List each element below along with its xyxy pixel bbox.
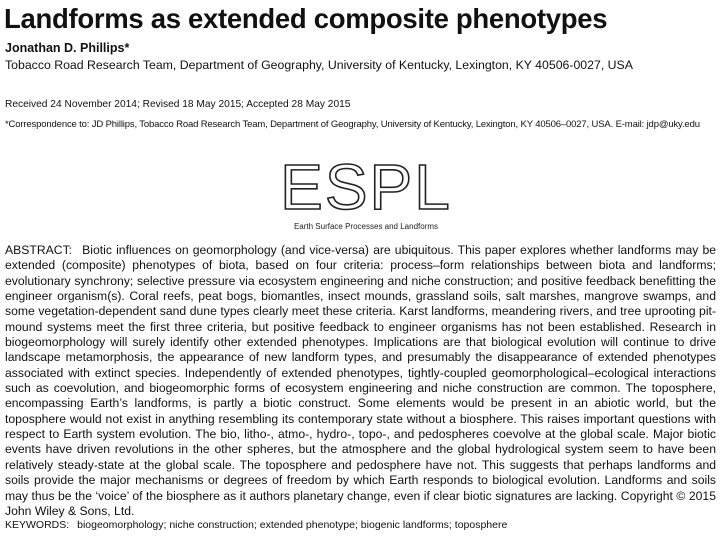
received-dates: Received 24 November 2014; Revised 18 May 2015; Accepted 28 May 2015	[5, 99, 351, 110]
logo-subtitle: Earth Surface Processes and Landforms	[293, 222, 439, 231]
abstract-label: ABSTRACT:	[5, 243, 73, 257]
logo-wordmark: ESPL	[280, 151, 452, 223]
correspondence-note: *Correspondence to: JD Phillips, Tobacco Road Research Team, Department of Geography, University of Kentucky, Lexington, KY 40506–0027, USA. E-mail: jdp@uky.edu	[5, 119, 700, 130]
keywords-label: KEYWORDS:	[5, 519, 70, 531]
abstract	[5, 243, 716, 519]
author-name: Jonathan D. Phillips*	[5, 41, 130, 55]
article-title: Landforms as extended composite phenotypes	[4, 3, 608, 34]
espl-journal-logo	[276, 151, 456, 237]
author-affiliation: Tobacco Road Research Team, Department of Geography, University of Kentucky, Lexington, KY 40506-0027, USA	[5, 58, 633, 72]
keywords-text: biogeomorphology; niche construction; extended phenotype; biogenic landforms; toposphere	[77, 519, 508, 531]
keywords	[5, 519, 507, 532]
abstract-text: Biotic influences on geomorphology (and vice-versa) are ubiquitous. This paper explores whether landforms may be extended (composite) phenotypes of biota, based on four criteria: process–form relationships between biota and landforms; evolutionary synchrony; selective pressure via ecosystem engineering and niche construction; and positive feedback benefitting the engineer organism(s). Coral reefs, peat bogs, biomantles, insect mounds, grassland soils, salt marshes, mangrove swamps, and some vegetation-dependent sand dune types clearly meet these criteria. Karst landforms, meandering rivers, and tree uprooting pit-mound systems meet the first three criteria, but positive feedback to engineer organisms has not been established. Research in biogeomorphology will surely identify other extended phenotypes. Implications are that biological evolution will continue to drive landscape metamorphosis, the appearance of new landform types, and presumably the disappearance of extended phenotypes associated with extinct species. Independently of extended phenotypes, tightly-coupled geomorphological–ecological interactions such as coevolution, and biogeomorphic forms of ecosystem engineering and niche construction are common. The toposphere, encompassing Earth’s landforms, is partly a biotic construct. Some elements would be present in an abiotic world, but the toposphere would not exist in anything resembling its contemporary state without a biosphere. This raises important questions with respect to Earth system evolution. The bio, litho-, atmo-, hydro-, topo-, and pedospheres coevolve at the global scale. Major biotic events have driven revolutions in the other spheres, but the atmosphere and the global hydrological system seem to have been relatively steady-state at the global scale. The toposphere and pedosphere have not. This suggests that perhaps landforms and soils provide the major mechanisms or degrees of freedom by which Earth responds to biological evolution. Landforms and soils may thus be the ‘voice’ of the biosphere as it authors planetary change, even if clear biotic signatures are lacking. Copyright © 2015 John Wiley & Sons, Ltd.	[5, 243, 717, 518]
